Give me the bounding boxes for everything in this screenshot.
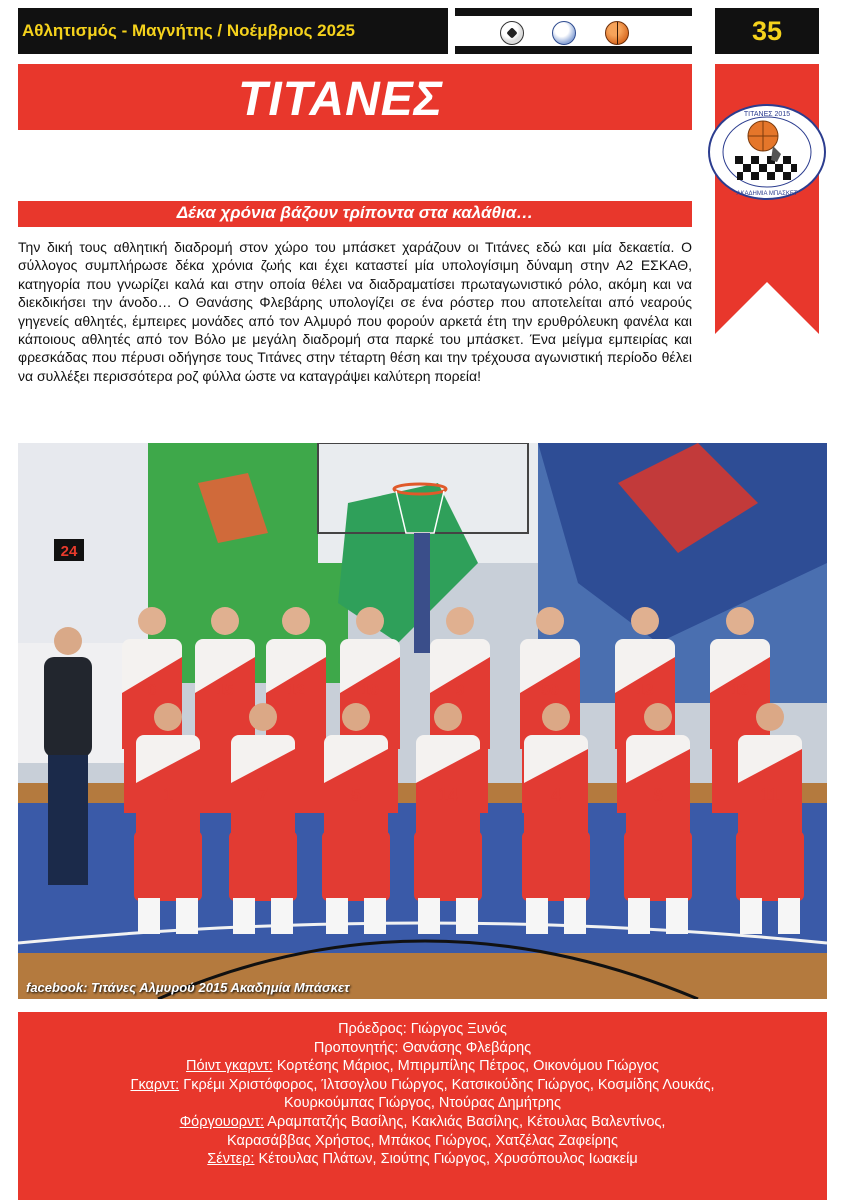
- basketball-icon: [605, 21, 629, 45]
- jersey-number: 14: [437, 785, 459, 805]
- point-guard-names: Κορτέσης Μάριος, Μπιρμπίλης Πέτρος, Οικονόμου Γιώργος: [276, 1058, 659, 1075]
- article-subtitle-band: [18, 201, 692, 227]
- guard-names-2: Κουρκούμπας Γιώργος, Ντούρας Δημήτρης: [284, 1095, 561, 1112]
- jersey-number: 10: [361, 682, 379, 699]
- jersey-number: 6: [147, 682, 157, 699]
- soccer-ball-icon: [500, 21, 524, 45]
- jersey-number: 15: [216, 682, 234, 699]
- article-title-band: [18, 64, 692, 130]
- publication-title: Αθλητισμός - Μαγνήτης / Νοέμβριος 2025: [22, 21, 355, 40]
- forward-label: Φόργουορντ:: [179, 1113, 265, 1130]
- jersey-number: 4: [550, 785, 562, 805]
- header-divider-bottom: [455, 46, 692, 54]
- coach-label: Προπονητής:: [313, 1039, 399, 1056]
- point-guard-label: Πόιντ γκαρντ:: [186, 1058, 273, 1075]
- forward-names-1: Αραμπατζής Βασίλης, Κακλιάς Βασίλης, Κέτουλας Βαλεντίνος,: [267, 1113, 666, 1130]
- article-body: Την δική τους αθλητική διαδρομή στον χώρο του μπάσκετ χαράζουν οι Τιτάνες εδώ και μία δεκαετία. Ο σύλλογος συμπλήρωσε δέκα χρόνια ζωής και έχει καταστεί μία υπολογίσιμη δύναμη στην Α2 ΕΣΚΑΘ, κατηγορία που γνωρίζει καλά και στην οποία θέλει να διαδραματίσει πρωταγωνιστικό ρόλο, ακόμη και να διεκδικήσει την άνοδο… Ο Θανάσης Φλεβάρης υπολογίζει σε ένα ρόστερ που αποτελείται από νεαρούς γηγενείς αθλητές, έμπειρες μονάδες από τον Αλμυρό που φορούν αρκετά έτη την ερυθρόλευκη φανέλα και κάποιους αθλητές από τον Βόλο με μεγάλη διαδρομή στα παρκέ του μπάσκετ. Ένα μείγμα εμπειρίας και φρεσκάδας που πέρυσι οδήγησε τους Τιτάνες στην τέταρτη θέση και την τρέχουσα αγωνιστική περίοδο θέλει να συλλέξει περισσότερα ροζ φύλλα ώστε να καταγράψει καλύτερη πορεία!: [18, 239, 692, 384]
- photo-credit: facebook: Τιτάνες Αλμυρού 2015 Ακαδημία Μπάσκετ: [26, 980, 350, 995]
- team-photo: [18, 443, 827, 999]
- header-divider-top: [455, 8, 692, 16]
- svg-text:ΤΙΤΑΝΕΣ 2015: ΤΙΤΑΝΕΣ 2015: [743, 111, 791, 118]
- guard-names-1: Γκρέμι Χριστόφορος, Ίλτσογλου Γιώργος, Κατσικούδης Γιώργος, Κοσμίδης Λουκάς,: [183, 1076, 715, 1093]
- jersey-number: 50: [541, 682, 559, 699]
- roster-forwards-cont: [18, 1132, 827, 1151]
- president-name: Γιώργος Ξυνός: [410, 1021, 507, 1037]
- jersey-number: 8: [652, 785, 664, 805]
- jersey-number: 16: [731, 682, 749, 699]
- jersey-number: 12: [287, 682, 305, 699]
- jersey-number: 1: [162, 785, 174, 805]
- scoreboard-number: 24: [60, 543, 78, 560]
- center-label: Σέντερ:: [207, 1151, 255, 1168]
- front-row-player: [322, 703, 390, 934]
- club-logo: [697, 102, 837, 202]
- front-row-player: [414, 703, 482, 934]
- jersey-number: 9: [455, 682, 465, 699]
- roster-forwards: [18, 1113, 827, 1132]
- roster-point-guards: [18, 1057, 827, 1076]
- team-roster: [18, 1012, 827, 1200]
- jersey-number: 7: [257, 785, 269, 805]
- article-title: ΤΙΤΑΝΕΣ: [238, 73, 444, 126]
- page-number-box: [715, 8, 819, 54]
- coach-figure: [44, 627, 92, 885]
- front-row-player: [229, 703, 297, 934]
- header-publication-box: [18, 8, 448, 54]
- front-row-player: [736, 703, 804, 934]
- center-names: Κέτουλας Πλάτων, Σιούτης Γιώργος, Χρυσόπουλος Ιωακείμ: [258, 1151, 638, 1168]
- article-subtitle: Δέκα χρόνια βάζουν τρίποντα στα καλάθια…: [176, 203, 534, 222]
- guard-label: Γκαρντ:: [130, 1076, 180, 1093]
- header-sports-icons: [455, 8, 692, 54]
- svg-text:ΑΚΑΔΗΜΙΑ ΜΠΑΣΚΕΤ: ΑΚΑΔΗΜΙΑ ΜΠΑΣΚΕΤ: [736, 191, 798, 197]
- front-row-player: [624, 703, 692, 934]
- forward-names-2: Καρασάββας Χρήστος, Μπάκος Γιώργος, Χατζέλας Ζαφείρης: [227, 1132, 618, 1149]
- front-row-player: [522, 703, 590, 934]
- roster-president: [18, 1020, 827, 1039]
- jersey-number: 5: [350, 785, 362, 805]
- jersey-number: 11: [760, 785, 780, 805]
- coach-name: Θανάσης Φλεβάρης: [402, 1039, 532, 1056]
- president-label: Πρόεδρος:: [338, 1021, 407, 1037]
- roster-centers: [18, 1150, 827, 1169]
- roster-coach: [18, 1039, 827, 1058]
- roster-guards-cont: [18, 1094, 827, 1113]
- front-row-player: [134, 703, 202, 934]
- roster-guards: [18, 1076, 827, 1095]
- page-number: 35: [751, 16, 783, 46]
- volleyball-icon: [552, 21, 576, 45]
- jersey-number: 13: [636, 682, 654, 699]
